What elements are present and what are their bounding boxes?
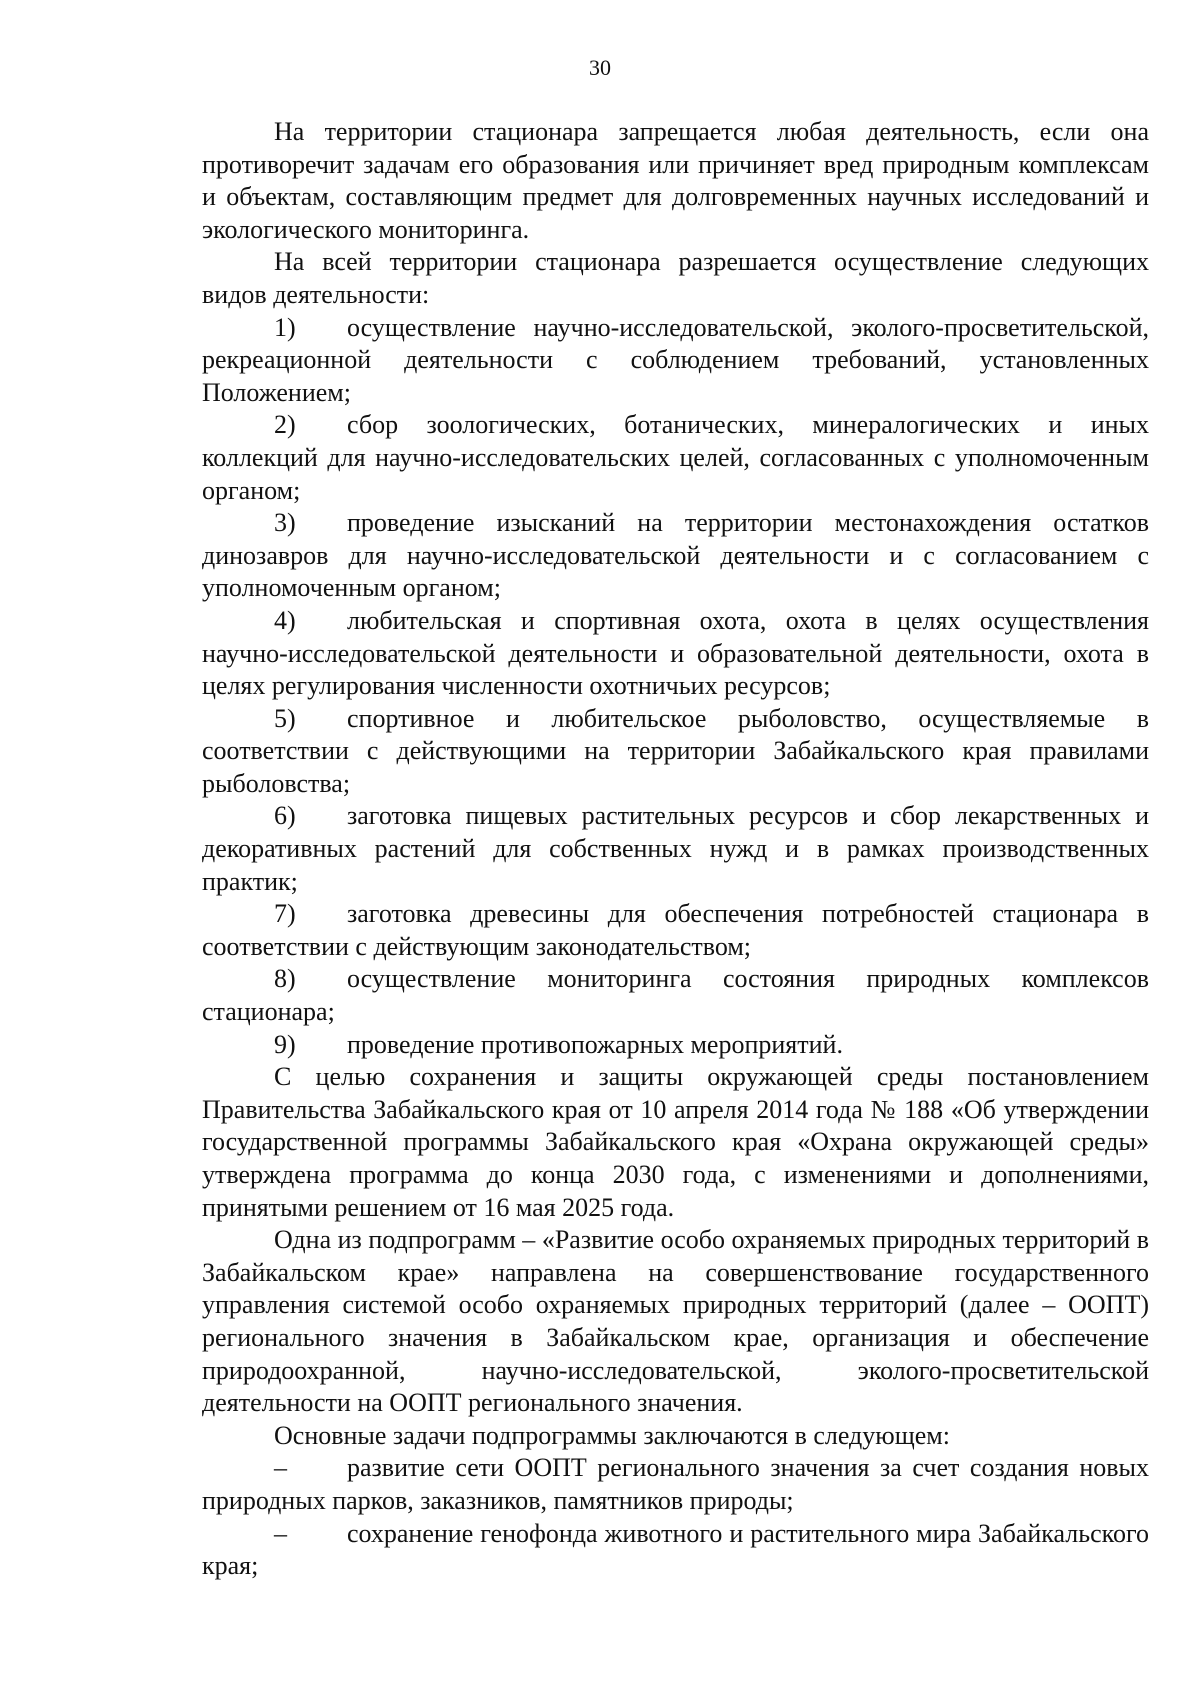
page-number: 30 — [589, 55, 611, 80]
list-item-marker: 4) — [274, 605, 296, 635]
list-item-text: заготовка пищевых растительных ресурсов и сбор лекарственных и декоративных растений для собственных нужд и в рамках производственных практик; — [202, 801, 1149, 896]
list-item — [202, 800, 1149, 898]
list-item — [202, 1452, 1149, 1517]
list-item-text: сбор зоологических, ботанических, минералогических и иных коллекций для научно-исследовательских целей, согласованных с уполномоченным органом; — [202, 410, 1149, 505]
list-item-text: проведение изысканий на территории местонахождения остатков динозавров для научно-исследовательской деятельности и с согласованием с уполномоченным органом; — [202, 508, 1149, 603]
list-item — [202, 703, 1149, 801]
list-item-marker: 8) — [274, 964, 296, 994]
list-item-text: спортивное и любительское рыболовство, осуществляемые в соответствии с действующими на территории Забайкальского края правилами рыболовства; — [202, 703, 1149, 798]
list-item-text: осуществление научно-исследовательской, эколого-просветительской, рекреационной деятельности с соблюдением требований, установленных Положением; — [202, 312, 1149, 407]
list-item-marker: 1) — [274, 312, 296, 342]
list-item-marker: 7) — [274, 899, 296, 929]
list-item — [202, 898, 1149, 963]
list-item-text: проведение противопожарных мероприятий. — [347, 1029, 843, 1059]
list-item — [202, 507, 1149, 605]
list-item-marker: 5) — [274, 703, 296, 733]
tasks-list — [202, 1452, 1149, 1582]
list-item-marker: – — [274, 1453, 287, 1483]
list-item — [202, 1029, 1149, 1062]
paragraph-permitted-activities-intro: На всей территории стационара разрешается осуществление следующих видов деятельности: — [202, 247, 1149, 309]
list-item-text: любительская и спортивная охота, охота в целях осуществления научно-исследовательской деятельности и образовательной деятельности, охота в целях регулирования численности охотничьих ресурсов; — [202, 605, 1149, 701]
list-item-marker: 9) — [274, 1029, 296, 1059]
list-item-text: сохранение генофонда животного и растительного мира Забайкальского края; — [202, 1518, 1149, 1581]
list-item-text: осуществление мониторинга состояния природных комплексов стационара; — [202, 964, 1149, 1027]
list-item — [202, 963, 1149, 1028]
list-item-text: развитие сети ООПТ регионального значения за счет создания новых природных парков, заказников, памятников природы; — [202, 1453, 1149, 1515]
activities-list — [202, 312, 1149, 1062]
document-body — [202, 116, 1149, 1583]
paragraph-prohibitions: На территории стационара запрещается любая деятельность, если она противоречит задачам его образования или причиняет вред природным комплексам и объектам, составляющим предмет для долговременных научных исследований и экологического мониторинга. — [202, 117, 1149, 244]
list-item-marker: 2) — [274, 410, 296, 440]
list-item — [202, 409, 1149, 507]
list-item-marker: – — [274, 1518, 287, 1548]
list-item — [202, 312, 1149, 410]
paragraph-tasks-intro: Основные задачи подпрограммы заключаются в следующем: — [274, 1420, 950, 1450]
paragraph-subprogram: Одна из подпрограмм – «Развитие особо охраняемых природных территорий в Забайкальском крае» направлена на совершенствование государственного управления системой особо охраняемых природных территорий (далее – ООПТ) регионального значения в Забайкальском крае, организация и обеспечение природоохранной, научно-исследовательской, эколого-просветительской деятельности на ООПТ регионального значения. — [202, 1225, 1149, 1418]
list-item-text: заготовка древесины для обеспечения потребностей стационара в соответствии с действующим законодательством; — [202, 899, 1149, 961]
list-item — [202, 605, 1149, 703]
paragraph-program-decree: С целью сохранения и защиты окружающей среды постановлением Правительства Забайкальского края от 10 апреля 2014 года № 188 «Об утверждении государственной программы Забайкальского края «Охрана окружающей среды» утверждена программа до конца 2030 года, с изменениями и дополнениями, принятыми решением от 16 мая 2025 года. — [202, 1062, 1149, 1222]
list-item — [202, 1518, 1149, 1583]
list-item-marker: 6) — [274, 801, 296, 831]
list-item-marker: 3) — [274, 508, 296, 538]
